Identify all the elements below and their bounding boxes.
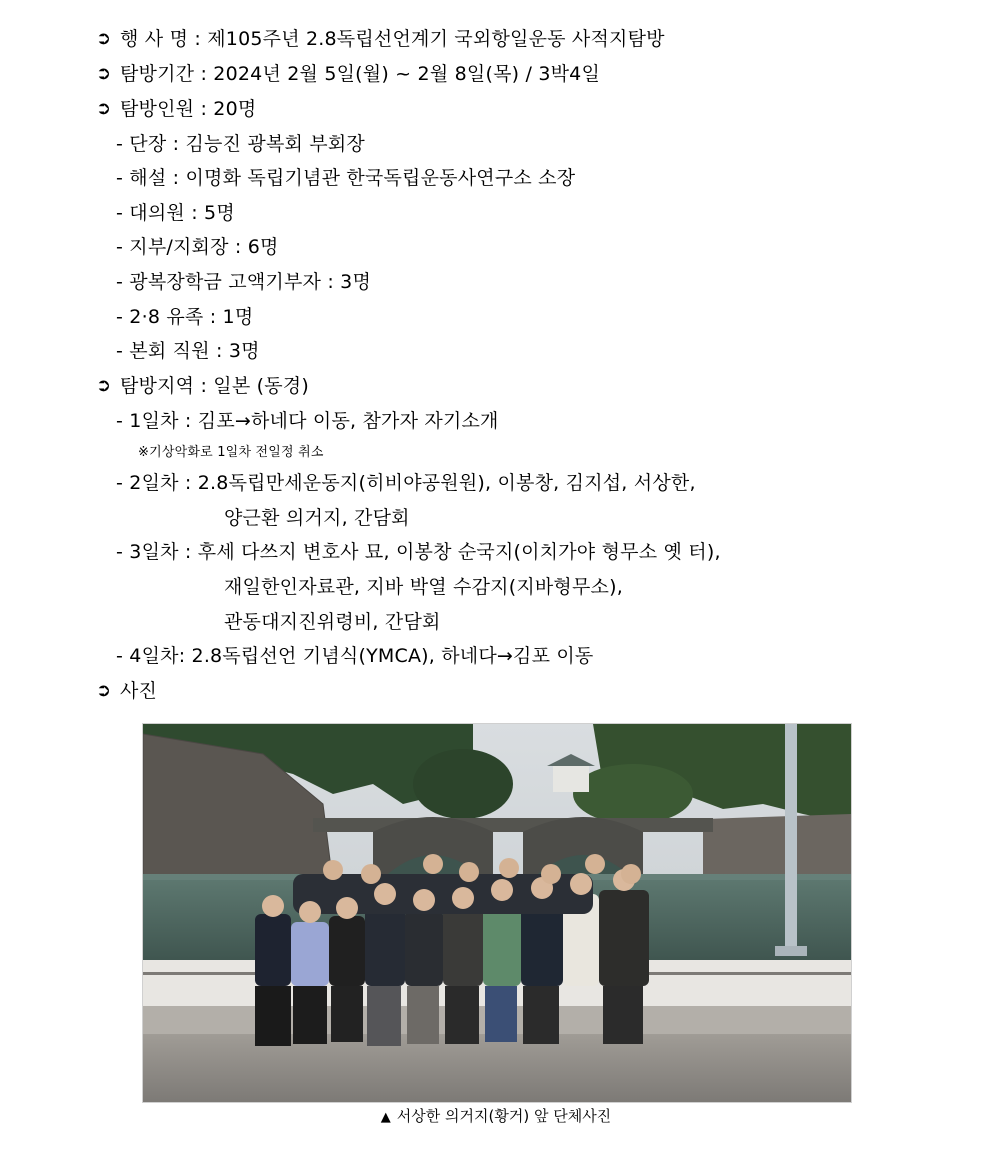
arrow-circle-icon: ➲ xyxy=(96,98,112,119)
members-row xyxy=(96,92,256,126)
arrow-circle-icon: ➲ xyxy=(96,680,112,701)
day4-line: - 4일차: 2.8독립선언 기념식(YMCA), 하네다→김포 이동 xyxy=(116,645,594,667)
day3-continuation-1: 재일한인자료관, 지바 박열 수감지(지바형무소), xyxy=(224,576,623,598)
branch-heads-line: - 지부/지회장 : 6명 xyxy=(116,236,279,258)
guide-line: - 해설 : 이명화 독립기념관 한국독립운동사연구소 소장 xyxy=(116,167,576,189)
delegates-line: - 대의원 : 5명 xyxy=(116,202,235,224)
day1-note: ※기상악화로 1일차 전일정 취소 xyxy=(138,445,324,460)
group-photo xyxy=(142,723,852,1103)
triangle-up-icon: ▲ xyxy=(380,1110,391,1125)
arrow-circle-icon: ➲ xyxy=(96,28,112,49)
leader-line: - 단장 : 김능진 광복회 부회장 xyxy=(116,133,365,155)
arrow-circle-icon: ➲ xyxy=(96,63,112,84)
day2-continuation: 양근환 의거지, 간담회 xyxy=(224,507,410,529)
photo-heading: 사진 xyxy=(120,680,158,702)
staff-line: - 본회 직원 : 3명 xyxy=(116,340,260,362)
period: 탐방기간 : 2024년 2월 5일(월) ~ 2월 8일(목) / 3박4일 xyxy=(120,63,601,85)
descendants-line: - 2·8 유족 : 1명 xyxy=(116,306,254,328)
region: 탐방지역 : 일본 (동경) xyxy=(120,375,309,397)
donors-line: - 광복장학금 고액기부자 : 3명 xyxy=(116,271,371,293)
photo-caption xyxy=(0,1104,992,1128)
day3-line: - 3일차 : 후세 다쓰지 변호사 묘, 이봉창 순국지(이치가야 형무소 옛 터), xyxy=(116,541,721,563)
event-name-row xyxy=(96,22,665,56)
arrow-circle-icon: ➲ xyxy=(96,375,112,396)
region-row xyxy=(96,369,309,403)
caption-text: 서상한 의거지(황거) 앞 단체사진 xyxy=(396,1107,612,1125)
period-row xyxy=(96,57,600,91)
event-name: 행 사 명 : 제105주년 2.8독립선언계기 국외항일운동 사적지탐방 xyxy=(120,28,665,50)
day2-line: - 2일차 : 2.8독립만세운동지(히비야공원원), 이봉창, 김지섭, 서상한, xyxy=(116,472,696,494)
day3-continuation-2: 관동대지진위령비, 간담회 xyxy=(224,611,441,633)
photo-heading-row xyxy=(96,674,157,708)
day1-line: - 1일차 : 김포→하네다 이동, 참가자 자기소개 xyxy=(116,410,499,432)
members: 탐방인원 : 20명 xyxy=(120,98,257,120)
